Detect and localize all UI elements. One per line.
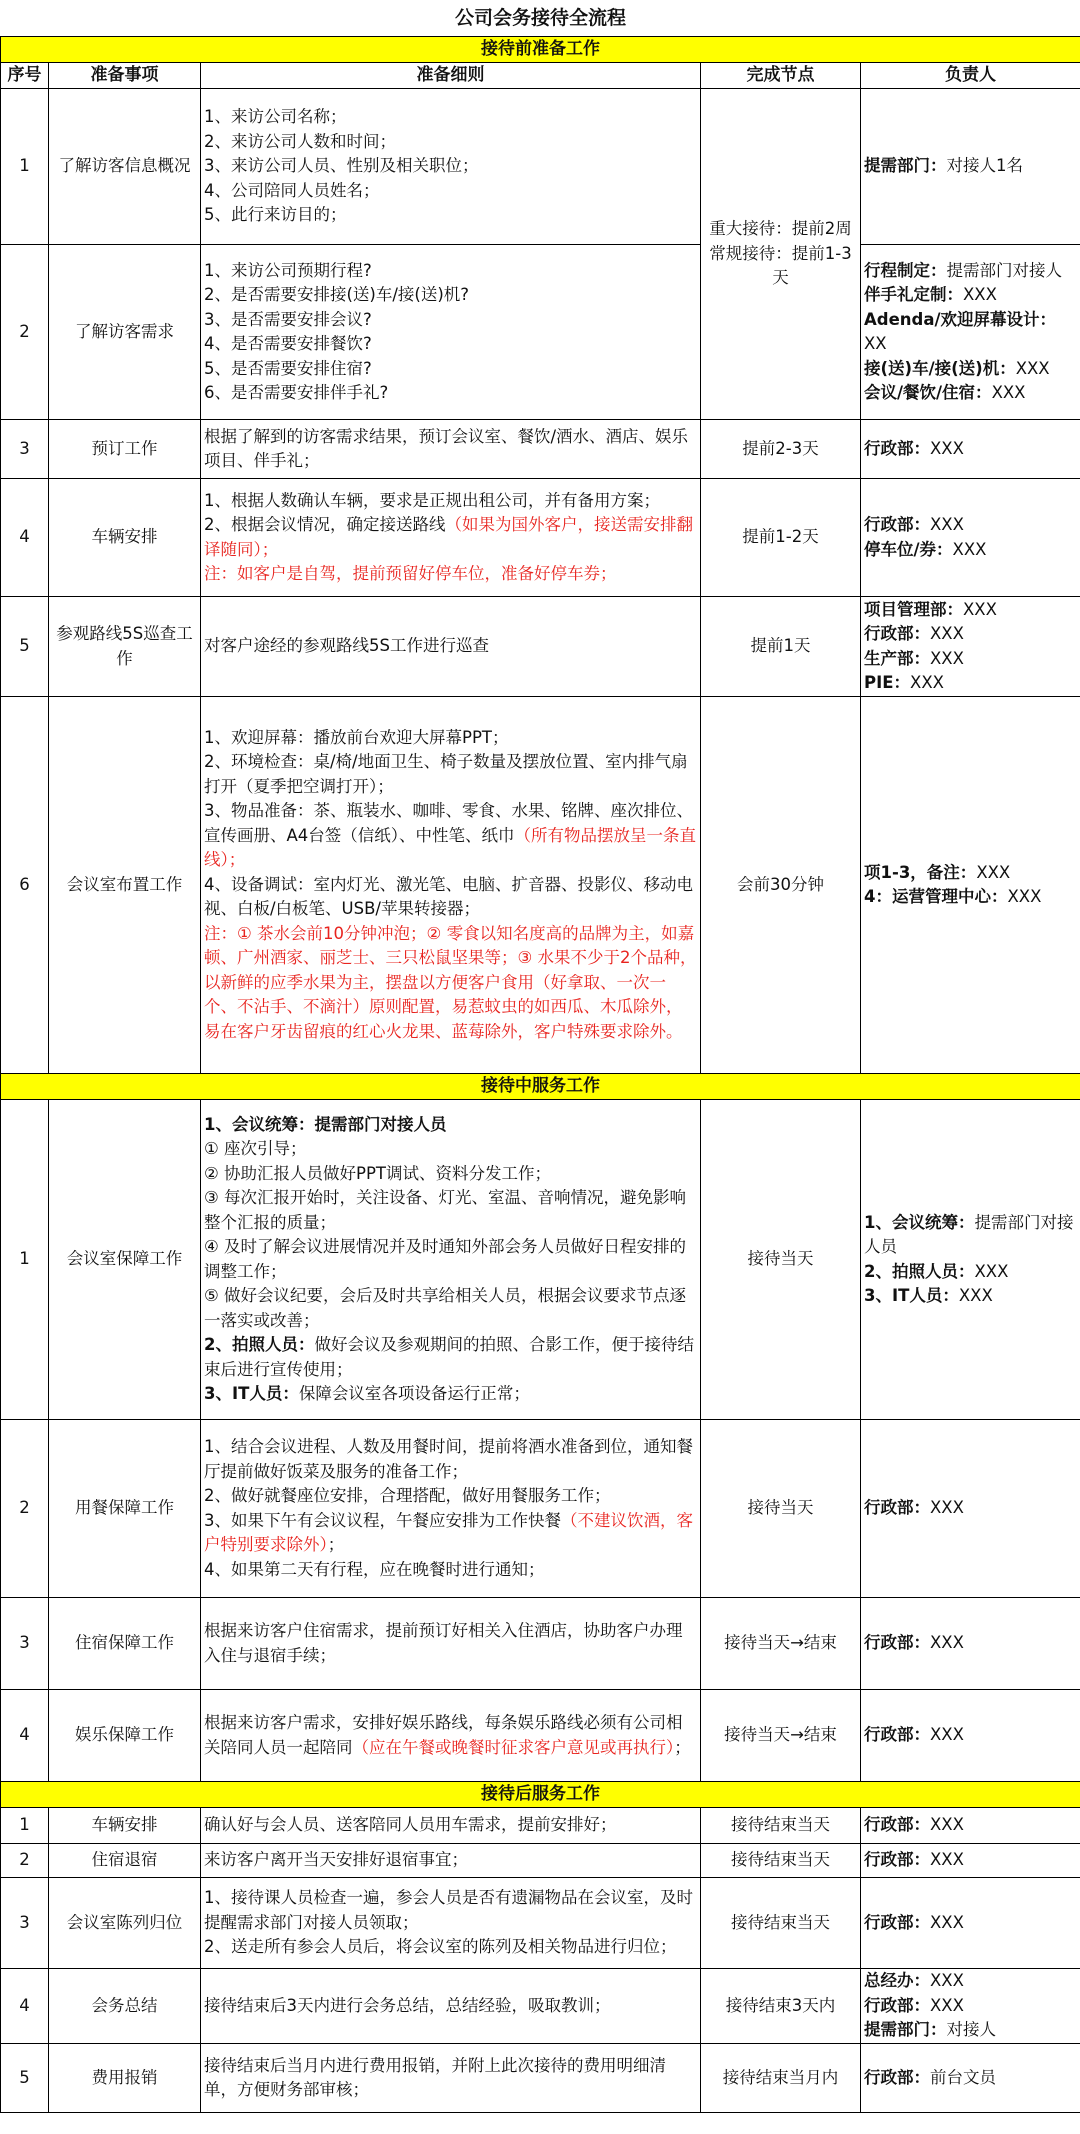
owner-value: XXX xyxy=(1007,887,1042,906)
column-header: 完成节点 xyxy=(701,63,861,89)
table-row xyxy=(1,1969,1080,2044)
section-title: 接待前准备工作 xyxy=(1,37,1080,63)
detail-text: 根据了解到的访客需求结果，预订会议室、餐饮/酒水、酒店、娱乐项目、伴手礼； xyxy=(204,426,689,470)
owner-value: XXX xyxy=(910,673,944,692)
owner-cell xyxy=(861,1808,1080,1844)
owner-line xyxy=(864,308,1077,357)
detail-text: 来访客户离开当天安排好退宿事宜； xyxy=(204,1850,468,1870)
detail-line xyxy=(204,1235,697,1284)
owner-line xyxy=(864,1813,1077,1838)
detail-line xyxy=(204,381,697,406)
column-header: 序号 xyxy=(1,63,49,89)
owner-line xyxy=(864,2018,1077,2043)
detail-text: 接待结束后3天内进行会务总结，总结经验，吸取教训； xyxy=(204,1995,611,2015)
owner-key: PIE： xyxy=(864,673,911,692)
detail-note: （应在午餐或晚餐时征求客户意见或再执行） xyxy=(352,1737,675,1757)
owner-value: XXX xyxy=(930,1995,964,2015)
detail-text: 3、是否需要安排会议? xyxy=(204,309,372,329)
prep-item: 娱乐保障工作 xyxy=(49,1690,201,1782)
owner-key: 会议/餐饮/住宿： xyxy=(864,383,992,402)
section-header-row xyxy=(1,1782,1080,1808)
owner-key: 4：运营管理中心： xyxy=(864,887,1008,906)
details-cell xyxy=(201,1100,701,1420)
owner-key: 提需部门： xyxy=(864,2020,947,2040)
detail-line xyxy=(204,1935,697,1960)
detail-text: 1、欢迎屏幕：播放前台欢迎大屏幕PPT； xyxy=(204,727,509,747)
owner-cell xyxy=(861,597,1080,697)
table-row xyxy=(1,597,1080,697)
detail-text: 6、是否需要安排伴手礼? xyxy=(204,383,389,402)
detail-text: ① 座次引导； xyxy=(204,1139,307,1158)
owner-line xyxy=(864,154,1077,179)
owner-line xyxy=(864,861,1077,886)
details-cell xyxy=(201,1808,701,1844)
owner-cell xyxy=(861,1598,1080,1690)
prep-item: 会议室保障工作 xyxy=(49,1100,201,1420)
owner-line xyxy=(864,647,1077,672)
detail-line xyxy=(204,513,697,562)
detail-line xyxy=(204,489,697,514)
owner-key: 行政部： xyxy=(864,1725,930,1745)
owner-key: 行政部： xyxy=(864,1498,930,1518)
owner-value: 前台文员 xyxy=(930,2067,996,2087)
owner-key: 提需部门： xyxy=(864,156,947,176)
detail-text: ④ 及时了解会议进展情况并及时通知外部会务人员做好日程安排的调整工作； xyxy=(204,1237,687,1281)
completion-node: 接待当天→结束 xyxy=(701,1690,861,1782)
owner-value: XXX xyxy=(930,1971,964,1991)
prep-item: 用餐保障工作 xyxy=(49,1420,201,1598)
row-number: 1 xyxy=(1,1100,49,1420)
prep-item: 会务总结 xyxy=(49,1969,201,2044)
row-number: 4 xyxy=(1,479,49,597)
row-number: 3 xyxy=(1,420,49,479)
owner-value: XXX xyxy=(930,438,964,458)
detail-note: 注：如客户是自驾，提前预留好停车位，准备好停车券； xyxy=(204,564,617,583)
detail-line xyxy=(204,332,697,357)
owner-key: 行程制定： xyxy=(864,260,947,280)
detail-text: 4、是否需要安排餐饮? xyxy=(204,334,372,353)
owner-value: XXX xyxy=(963,599,997,619)
owner-line xyxy=(864,513,1077,538)
owner-cell xyxy=(861,89,1080,245)
detail-line xyxy=(204,1186,697,1235)
row-number: 6 xyxy=(1,697,49,1074)
detail-text: ； xyxy=(674,1737,691,1757)
owner-line xyxy=(864,885,1077,910)
completion-node: 接待结束当天 xyxy=(701,1808,861,1844)
completion-node: 接待结束当月内 xyxy=(701,2044,861,2113)
completion-node: 提前1-2天 xyxy=(701,479,861,597)
detail-line xyxy=(204,750,697,799)
owner-line xyxy=(864,1631,1077,1656)
section-header-row xyxy=(1,1074,1080,1100)
detail-text: 1、接待课人员检查一遍，参会人员是否有遗漏物品在会议室，及时提醒需求部门对接人员领取； xyxy=(204,1888,693,1932)
row-number: 4 xyxy=(1,1690,49,1782)
row-number: 1 xyxy=(1,89,49,245)
prep-item: 车辆安排 xyxy=(49,479,201,597)
table-row xyxy=(1,89,1080,245)
owner-value: XXX xyxy=(1015,358,1050,378)
owner-key: 行政部： xyxy=(864,515,930,534)
owner-cell xyxy=(861,1420,1080,1598)
owner-key: 行政部： xyxy=(864,2067,930,2087)
row-number: 5 xyxy=(1,597,49,697)
detail-line xyxy=(204,1509,697,1558)
owner-value: 对接人1名 xyxy=(946,156,1023,176)
detail-bold: 1、会议统筹：提需部门对接人员 xyxy=(204,1114,447,1134)
detail-line xyxy=(204,154,697,179)
detail-line xyxy=(204,357,697,382)
table-row xyxy=(1,1844,1080,1878)
owner-key: 项目管理部： xyxy=(864,599,963,619)
owner-value: 对接人 xyxy=(946,2020,996,2040)
detail-line xyxy=(204,1137,697,1162)
table-row xyxy=(1,420,1080,479)
owner-line xyxy=(864,259,1077,284)
column-header: 负责人 xyxy=(861,63,1080,89)
owner-line xyxy=(864,622,1077,647)
owner-value: XXX xyxy=(930,1815,964,1835)
detail-line xyxy=(204,283,697,308)
details-cell xyxy=(201,1598,701,1690)
detail-text: 2、环境检查：桌/椅/地面卫生、椅子数量及摆放位置、室内排气扇打开（夏季把空调打开）； xyxy=(204,752,688,796)
owner-value: XXX xyxy=(930,1633,964,1653)
owner-key: 接(送)车/接(送)机： xyxy=(864,358,1016,378)
owner-value: 提需部门对接人员 xyxy=(864,1212,1074,1256)
detail-text: ③ 每次汇报开始时，关注设备、灯光、室温、音响情况，避免影响整个汇报的质量； xyxy=(204,1188,687,1232)
detail-text: 2、根据会议情况，确定接送路线 xyxy=(204,515,446,534)
owner-key: 停车位/券： xyxy=(864,539,953,559)
table-row xyxy=(1,479,1080,597)
details-cell xyxy=(201,479,701,597)
owner-line xyxy=(864,381,1077,406)
owner-key: 行政部： xyxy=(864,1815,930,1835)
detail-line xyxy=(204,1284,697,1333)
table-row xyxy=(1,1808,1080,1844)
table-row xyxy=(1,1878,1080,1969)
detail-text: 4、如果第二天有行程，应在晚餐时进行通知； xyxy=(204,1559,545,1579)
detail-text: 3、来访公司人员、性别及相关职位； xyxy=(204,156,479,176)
owner-key: Adenda/欢迎屏幕设计： xyxy=(864,309,1056,329)
details-cell xyxy=(201,1844,701,1878)
owner-line xyxy=(864,598,1077,623)
owner-value: XXX xyxy=(991,383,1026,402)
owner-line xyxy=(864,1496,1077,1521)
detail-line xyxy=(204,179,697,204)
detail-line xyxy=(204,1848,697,1873)
table-row xyxy=(1,245,1080,420)
owner-value: XXX xyxy=(930,648,964,668)
page-title: 公司会务接待全流程 xyxy=(1,0,1080,37)
prep-item: 车辆安排 xyxy=(49,1808,201,1844)
prep-item: 预订工作 xyxy=(49,420,201,479)
prep-item: 会议室布置工作 xyxy=(49,697,201,1074)
owner-line xyxy=(864,283,1077,308)
detail-text: 4、公司陪同人员姓名； xyxy=(204,180,380,200)
detail-line xyxy=(204,634,697,659)
detail-note: 注：① 茶水会前10分钟冲泡；② 零食以知名度高的品牌为主，如嘉顿、广州酒家、丽芝士、三只松鼠坚果等；③ 水果不少于2个品种，以新鲜的应季水果为主，摆盘以方便客户食用（好拿取、一次一个、不沾手、不滴汁）原则配置，易惹蚊虫的如西瓜、木瓜除外，易在客户牙齿留痕的红心火龙果、蓝莓除外，客户特殊要求除外。 xyxy=(204,923,697,1041)
detail-text: ； xyxy=(327,1535,345,1554)
prep-item: 会议室陈列归位 xyxy=(49,1878,201,1969)
completion-node: 提前1天 xyxy=(701,597,861,697)
table-body xyxy=(1,0,1080,2113)
detail-note: （如果为国外客户，接送需安排翻译随同）； xyxy=(204,515,693,559)
owner-key: 行政部： xyxy=(864,1995,930,2015)
prep-item: 住宿保障工作 xyxy=(49,1598,201,1690)
row-number: 2 xyxy=(1,245,49,420)
owner-value: XXX xyxy=(974,1261,1009,1281)
detail-text: 确认好与会人员、送客陪同人员用车需求，提前安排好； xyxy=(204,1815,617,1835)
completion-node: 接待结束3天内 xyxy=(701,1969,861,2044)
detail-text: 1、来访公司预期行程? xyxy=(204,260,372,280)
prep-item: 参观路线5S巡查工作 xyxy=(49,597,201,697)
section-title: 接待中服务工作 xyxy=(1,1074,1080,1100)
owner-cell xyxy=(861,1878,1080,1969)
row-number: 3 xyxy=(1,1878,49,1969)
title-row xyxy=(1,0,1080,37)
details-cell xyxy=(201,697,701,1074)
owner-value: XXX xyxy=(930,1498,964,1518)
detail-bold: 3、IT人员： xyxy=(204,1384,299,1403)
owner-line xyxy=(864,357,1077,382)
details-cell xyxy=(201,1690,701,1782)
detail-line xyxy=(204,1558,697,1583)
owner-key: 行政部： xyxy=(864,624,930,643)
detail-line xyxy=(204,1113,697,1138)
row-number: 5 xyxy=(1,2044,49,2113)
column-header: 准备事项 xyxy=(49,63,201,89)
detail-text: 5、是否需要安排住宿? xyxy=(204,358,372,378)
detail-line xyxy=(204,130,697,155)
detail-line xyxy=(204,562,697,587)
details-cell xyxy=(201,597,701,697)
row-number: 2 xyxy=(1,1844,49,1878)
detail-line xyxy=(204,1994,697,2019)
column-header-row xyxy=(1,63,1080,89)
detail-text: 接待结束后当月内进行费用报销，并附上此次接待的费用明细清单，方便财务部审核； xyxy=(204,2055,666,2099)
owner-line xyxy=(864,1723,1077,1748)
owner-key: 1、会议统筹： xyxy=(864,1212,975,1232)
row-number: 2 xyxy=(1,1420,49,1598)
details-cell xyxy=(201,89,701,245)
owner-key: 生产部： xyxy=(864,648,930,668)
section-title: 接待后服务工作 xyxy=(1,1782,1080,1808)
detail-text: 2、做好就餐座位安排，合理搭配，做好用餐服务工作； xyxy=(204,1486,611,1505)
detail-line xyxy=(204,1162,697,1187)
owner-line xyxy=(864,671,1077,696)
detail-text: ② 协助汇报人员做好PPT调试、资料分发工作； xyxy=(204,1163,552,1183)
table-row xyxy=(1,2044,1080,2113)
prep-item: 费用报销 xyxy=(49,2044,201,2113)
owner-cell xyxy=(861,697,1080,1074)
detail-line xyxy=(204,726,697,751)
owner-line xyxy=(864,1260,1077,1285)
detail-text: 2、来访公司人数和时间； xyxy=(204,131,396,151)
table-row xyxy=(1,1690,1080,1782)
owner-cell xyxy=(861,245,1080,420)
owner-value: XXX xyxy=(930,1850,964,1870)
details-cell xyxy=(201,1878,701,1969)
detail-text: 做好会议及参观期间的拍照、合影工作，便于接待结束后进行宣传使用； xyxy=(204,1335,694,1379)
detail-text: 4、设备调试：室内灯光、激光笔、电脑、扩音器、投影仪、移动电视、白板/白板笔、USB/苹果转接器； xyxy=(204,874,693,919)
detail-text: ⑤ 做好会议纪要，会后及时共享给相关人员，根据会议要求节点逐一落实或改善； xyxy=(204,1286,687,1330)
detail-note: （不建议饮酒，客户特别要求除外） xyxy=(204,1510,693,1554)
detail-line xyxy=(204,1813,697,1838)
section-header-row xyxy=(1,37,1080,63)
completion-node: 接待当天→结束 xyxy=(701,1598,861,1690)
owner-cell xyxy=(861,2044,1080,2113)
completion-node: 重大接待：提前2周常规接待：提前1-3天 xyxy=(701,89,861,420)
owner-line xyxy=(864,1211,1077,1260)
details-cell xyxy=(201,245,701,420)
detail-line xyxy=(204,873,697,922)
detail-text: 保障会议室各项设备运行正常； xyxy=(298,1384,530,1403)
detail-text: 5、此行来访目的； xyxy=(204,205,347,225)
detail-line xyxy=(204,2054,697,2103)
detail-text: 1、根据人数确认车辆，要求是正规出租公司，并有备用方案； xyxy=(204,490,660,510)
owner-key: 项1-3，备注： xyxy=(864,862,977,882)
detail-line xyxy=(204,259,697,284)
details-cell xyxy=(201,1420,701,1598)
owner-key: 行政部： xyxy=(864,1850,930,1870)
owner-line xyxy=(864,1969,1077,1994)
detail-text: 根据来访客户住宿需求，提前预订好相关入住酒店，协助客户办理入住与退宿手续； xyxy=(204,1621,683,1665)
owner-line xyxy=(864,538,1077,563)
row-number: 1 xyxy=(1,1808,49,1844)
owner-key: 伴手礼定制： xyxy=(864,285,963,304)
owner-value: XX xyxy=(864,334,887,353)
owner-key: 行政部： xyxy=(864,438,930,458)
detail-line xyxy=(204,1382,697,1407)
details-cell xyxy=(201,2044,701,2113)
owner-value: XXX xyxy=(930,515,964,534)
detail-line xyxy=(204,1333,697,1382)
owner-line xyxy=(864,1284,1077,1309)
detail-text: 1、来访公司名称； xyxy=(204,107,347,127)
detail-text: 根据来访客户需求，安排好娱乐路线，每条娱乐路线必须有公司相关陪同人员一起陪同 xyxy=(204,1713,683,1757)
owner-value: 提需部门对接人 xyxy=(946,260,1062,280)
detail-line xyxy=(204,1886,697,1935)
prep-item: 住宿退宿 xyxy=(49,1844,201,1878)
owner-value: XXX xyxy=(976,862,1011,882)
detail-bold: 2、拍照人员： xyxy=(204,1335,315,1354)
table-row xyxy=(1,1100,1080,1420)
owner-value: XXX xyxy=(958,1286,993,1305)
detail-text: 2、送走所有参会人员后，将会议室的陈列及相关物品进行归位； xyxy=(204,1937,677,1957)
owner-key: 2、拍照人员： xyxy=(864,1261,975,1281)
owner-value: XXX xyxy=(963,285,997,304)
detail-line xyxy=(204,1619,697,1668)
detail-line xyxy=(204,425,697,474)
detail-line xyxy=(204,105,697,130)
detail-line xyxy=(204,1711,697,1760)
detail-text: 2、是否需要安排接(送)车/接(送)机? xyxy=(204,285,470,304)
owner-key: 总经办： xyxy=(864,1971,930,1991)
detail-line xyxy=(204,1435,697,1484)
owner-cell xyxy=(861,1844,1080,1878)
details-cell xyxy=(201,420,701,479)
owner-key: 行政部： xyxy=(864,1912,930,1932)
row-number: 3 xyxy=(1,1598,49,1690)
detail-line xyxy=(204,308,697,333)
owner-line xyxy=(864,2066,1077,2091)
table-row xyxy=(1,1598,1080,1690)
row-number: 4 xyxy=(1,1969,49,2044)
detail-text: 3、物品准备：茶、瓶装水、咖啡、零食、水果、铭牌、座次排位、宣传画册、A4台签（信纸）、中性笔、纸巾 xyxy=(204,801,693,845)
owner-value: XXX xyxy=(930,1912,964,1932)
detail-line xyxy=(204,922,697,1045)
detail-line xyxy=(204,203,697,228)
table-row xyxy=(1,1420,1080,1598)
owner-line xyxy=(864,1911,1077,1936)
owner-cell xyxy=(861,1969,1080,2044)
detail-text: 对客户途经的参观路线5S工作进行巡查 xyxy=(204,636,489,656)
completion-node: 会前30分钟 xyxy=(701,697,861,1074)
completion-node: 接待当天 xyxy=(701,1420,861,1598)
details-cell xyxy=(201,1969,701,2044)
completion-node: 接待当天 xyxy=(701,1100,861,1420)
completion-node: 提前2-3天 xyxy=(701,420,861,479)
detail-note: （所有物品摆放呈一条直线）； xyxy=(204,825,697,870)
owner-value: XXX xyxy=(952,539,987,559)
owner-cell xyxy=(861,420,1080,479)
owner-line xyxy=(864,1994,1077,2019)
prep-item: 了解访客需求 xyxy=(49,245,201,420)
table-row xyxy=(1,697,1080,1074)
owner-key: 3、IT人员： xyxy=(864,1286,959,1305)
owner-key: 行政部： xyxy=(864,1633,930,1653)
completion-node: 接待结束当天 xyxy=(701,1878,861,1969)
detail-text: 3、如果下午有会议议程，午餐应安排为工作快餐 xyxy=(204,1510,561,1530)
completion-node: 接待结束当天 xyxy=(701,1844,861,1878)
owner-cell xyxy=(861,479,1080,597)
detail-line xyxy=(204,799,697,873)
owner-line xyxy=(864,1848,1077,1873)
owner-value: XXX xyxy=(930,1725,964,1745)
prep-item: 了解访客信息概况 xyxy=(49,89,201,245)
owner-value: XXX xyxy=(930,624,964,643)
detail-line xyxy=(204,1484,697,1509)
owner-line xyxy=(864,437,1077,462)
owner-cell xyxy=(861,1100,1080,1420)
column-header: 准备细则 xyxy=(201,63,701,89)
owner-cell xyxy=(861,1690,1080,1782)
detail-text: 1、结合会议进程、人数及用餐时间，提前将酒水准备到位，通知餐厅提前做好饭菜及服务的准备工作； xyxy=(204,1437,693,1481)
